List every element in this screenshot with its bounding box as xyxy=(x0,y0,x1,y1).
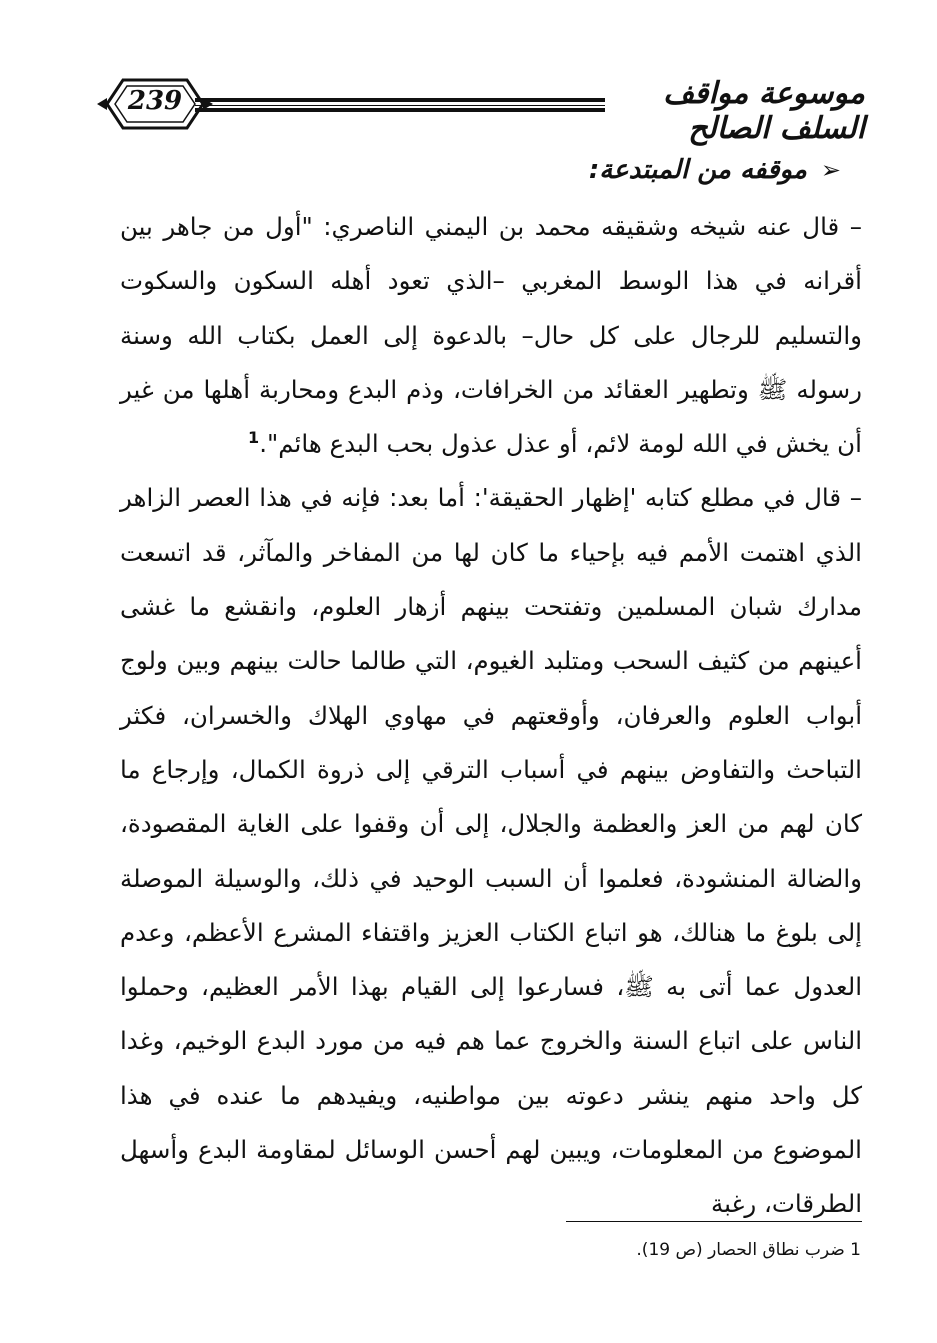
paragraph-text: – قال في مطلع كتابه 'إظهار الحقيقة': أما بعد: فإنه في هذا العصر الزاهر الذي اهتمت الأمم فيه بإحياء ما كان لها من المفاخر والمآثر، قد اتسعت مدارك شبان المسلمين وتفتحت بينهم أزهار العلوم، وانقشع ما غشى أعينهم من كثيف السحب ومتلبد الغيوم، التي طالما حالت بينهم وبين ولوج أبواب العلوم والعرفان، وأوقعتهم في مهاوي الهلاك والخسران، فكثر التباحث والتفاوض بينهم في أسباب الترقي إلى ذروة الكمال، وإرجاع ما كان لهم من العز والعظمة والجلال، إلى أن وقفوا على الغاية المقصودة، والضالة المنشودة، فعلموا أن السبب الوحيد في ذلك، والوسيلة الموصلة إلى بلوغ ما هنالك، هو اتباع الكتاب العزيز واقتفاء المشرع الأعظم، وعدم العدول عما أتى به ﷺ، فسارعوا إلى القيام بهذا الأمر العظيم، وحملوا الناس على اتباع السنة والخروج عما هم فيه من مورد البدع الوخيم، وغدا كل واحد منهم ينشر دعوته بين مواطنيه، ويفيدهم ما عنده في هذا الموضوع من المعلومات، ويبين لهم أحسن الوسائل لمقاومة البدع وأسهل الطرقات، رغبة xyxy=(120,483,862,1219)
footnote-separator xyxy=(566,1221,862,1222)
body-text xyxy=(120,200,862,1232)
footnote xyxy=(261,1236,861,1264)
header-rule xyxy=(195,98,605,112)
arrow-left-icon: ➢ xyxy=(820,156,841,184)
section-heading-text: موقفه من المبتدعة: xyxy=(588,155,807,185)
page-number: 239 xyxy=(127,86,183,116)
footnote-reference[interactable]: 1 xyxy=(248,428,260,448)
paragraph xyxy=(120,471,862,1231)
paragraph-text: – قال عنه شيخه وشقيقه محمد بن اليمني الناصري: "أول من جاهر بين أقرانه في هذا الوسط المغربي –الذي تعود أهله السكون والسكوت والتسليم للرجال على كل حال– بالدعوة إلى العمل بكتاب الله وسنة رسوله ﷺ وتطهير العقائد من الخرافات، وذم البدع ومحاربة أهلها من غير أن يخش في الله لومة لائم، أو عذل عذول بحب البدع هائم". xyxy=(120,212,862,459)
footnote-number: 1 xyxy=(850,1240,861,1260)
footnote-text: ضرب نطاق الحصار (ص 19). xyxy=(636,1240,845,1260)
paragraph xyxy=(120,200,862,471)
section-heading xyxy=(541,148,841,192)
page-header xyxy=(95,72,865,146)
series-title: موسوعة مواقف السلف الصالح xyxy=(663,76,865,146)
